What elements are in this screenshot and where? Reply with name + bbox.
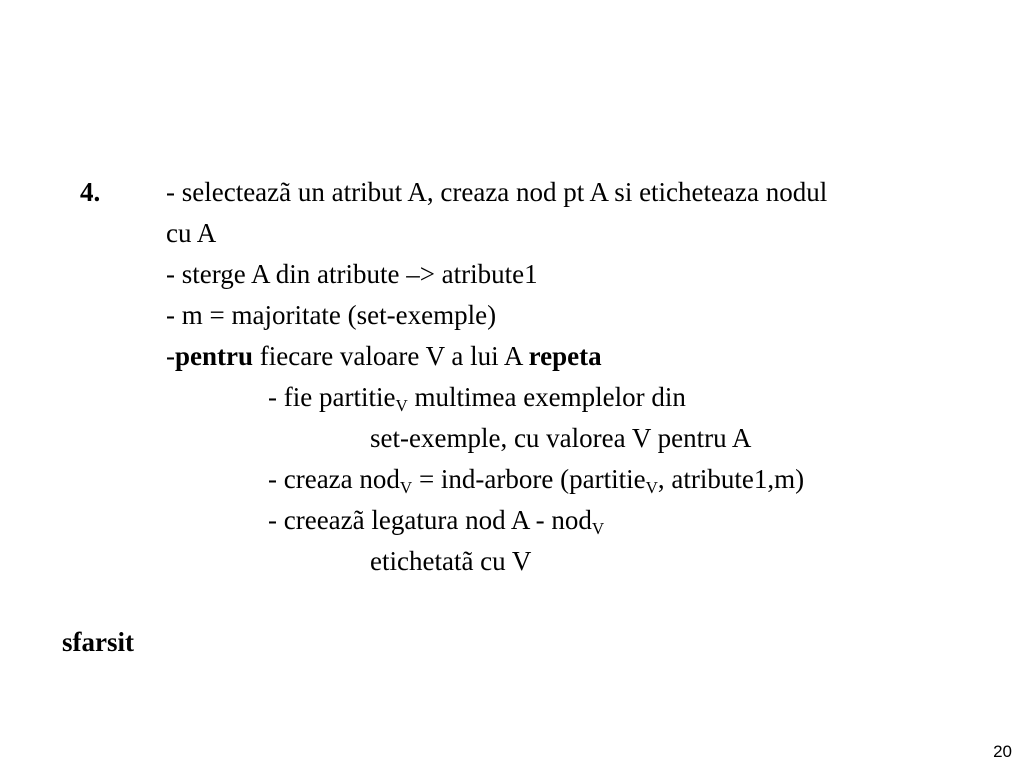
line-dash: -: [166, 341, 175, 371]
create-node-partition-subscript: V: [645, 478, 658, 497]
step-line-remove-attribute: - sterge A din atribute –> atribute1: [166, 259, 538, 289]
partition-subscript: V: [395, 396, 408, 415]
step-line-majority: - m = majoritate (set-exemple): [166, 300, 497, 330]
create-link-subscript: V: [591, 519, 605, 538]
step-number: 4.: [80, 177, 101, 207]
step-line-partition: [268, 381, 686, 413]
create-node-suffix: , atribute1,m): [657, 464, 805, 494]
keyword-pentru: pentru: [175, 341, 254, 371]
step-line-label-continuation: cu A: [166, 218, 217, 248]
step-line-create-link: [268, 504, 604, 536]
create-node-middle: = ind-arbore (partitie: [412, 464, 646, 494]
step-line-for-each-value: [166, 340, 602, 372]
step-line-partition-continuation: set-exemple, cu valorea V pentru A: [370, 423, 752, 453]
step-line-labeled-with: etichetatã cu V: [370, 546, 532, 576]
create-node-subscript: V: [399, 478, 413, 497]
keyword-repeta: repeta: [528, 341, 602, 371]
partition-suffix: multimea exemplelor din: [407, 382, 686, 412]
create-link-prefix: - creeazã legatura nod A - nod: [268, 505, 592, 535]
slide-number: 20: [993, 742, 1012, 761]
partition-prefix: - fie partitie: [268, 382, 396, 412]
line-middle-text: fiecare valoare V a lui A: [253, 341, 529, 371]
create-node-prefix: - creaza nod: [268, 464, 400, 494]
step-line-create-node: [268, 463, 804, 495]
step-line-select-attribute: - selecteazã un atribut A, creaza nod pt A si eticheteaza nodul: [166, 177, 828, 207]
end-keyword: sfarsit: [62, 627, 134, 657]
